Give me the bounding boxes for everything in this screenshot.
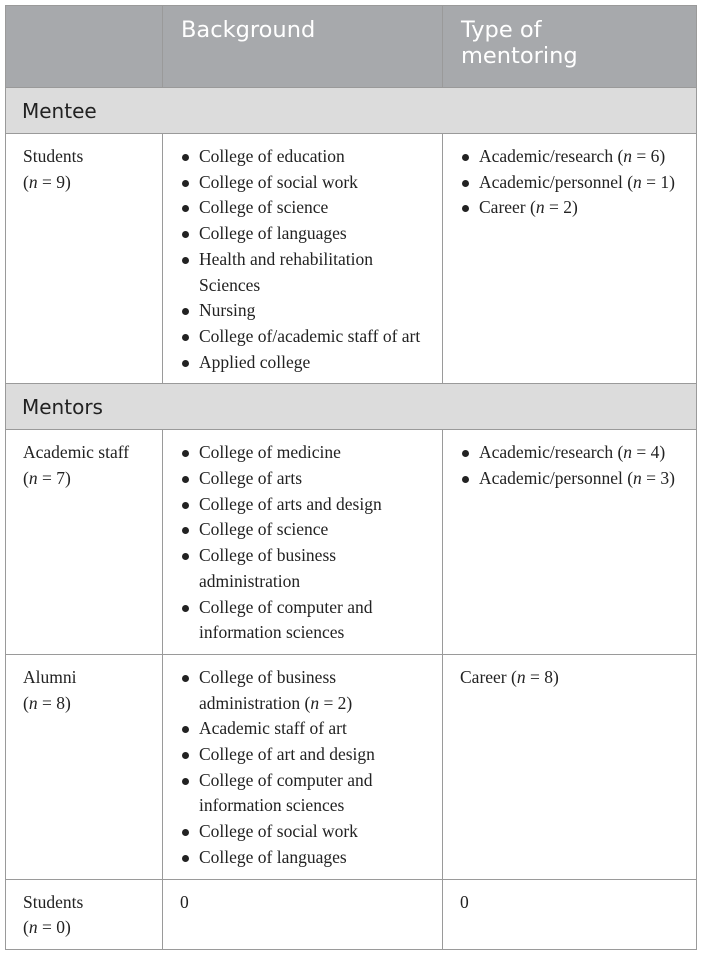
list-item bbox=[180, 170, 430, 196]
header-background: Background bbox=[163, 6, 443, 88]
cell-text: Career (n = 8) bbox=[460, 666, 559, 687]
background-cell bbox=[163, 134, 443, 384]
list-item bbox=[180, 466, 430, 492]
group-count: (n = 7) bbox=[23, 468, 71, 489]
list-item bbox=[180, 845, 430, 871]
list-item-text: Academic/research (n = 4) bbox=[479, 442, 666, 463]
bullet-icon bbox=[182, 855, 189, 862]
list-item-text: College of science bbox=[199, 519, 329, 540]
bullet-icon bbox=[182, 752, 189, 759]
list-item-text: College of medicine bbox=[199, 442, 341, 463]
bullet-list bbox=[460, 144, 684, 221]
table-row bbox=[6, 654, 697, 879]
bullet-icon bbox=[182, 605, 189, 612]
group-label: Students bbox=[23, 891, 84, 912]
bullet-icon bbox=[462, 476, 469, 483]
list-item-text: College of computer and information sciences bbox=[199, 596, 373, 643]
section-title: Mentee bbox=[6, 88, 697, 134]
list-item bbox=[180, 350, 430, 376]
list-item-text: College of arts and design bbox=[199, 493, 382, 514]
list-item bbox=[180, 665, 430, 716]
list-item-text: College of languages bbox=[199, 223, 347, 244]
group-count: (n = 9) bbox=[23, 171, 71, 192]
list-item bbox=[460, 195, 684, 221]
bullet-icon bbox=[182, 778, 189, 785]
list-item-text: Nursing bbox=[199, 300, 256, 321]
list-item-text: College of/academic staff of art bbox=[199, 325, 421, 346]
list-item-text: College of education bbox=[199, 146, 345, 166]
list-item bbox=[460, 440, 684, 466]
header-cell-empty bbox=[6, 6, 163, 88]
bullet-icon bbox=[182, 450, 189, 457]
list-item-text: Academic staff of art bbox=[199, 718, 347, 739]
bullet-icon bbox=[462, 205, 469, 212]
list-item bbox=[180, 819, 430, 845]
bullet-icon bbox=[182, 180, 189, 187]
group-cell bbox=[6, 134, 163, 384]
list-item-text: Career (n = 2) bbox=[479, 197, 578, 218]
list-item-text: Academic/research (n = 6) bbox=[479, 146, 666, 166]
bullet-list bbox=[180, 144, 430, 375]
list-item bbox=[180, 492, 430, 518]
list-item bbox=[180, 324, 430, 350]
list-item-text: College of art and design bbox=[199, 744, 375, 765]
mentoring-cell bbox=[443, 654, 697, 879]
cell-text: 0 bbox=[460, 891, 469, 912]
bullet-icon bbox=[182, 154, 189, 161]
mentoring-cell bbox=[443, 879, 697, 949]
list-item-text: Academic/personnel (n = 3) bbox=[479, 468, 675, 489]
background-cell bbox=[163, 430, 443, 655]
cell-text: 0 bbox=[180, 891, 189, 912]
background-cell bbox=[163, 879, 443, 949]
list-item-text: College of science bbox=[199, 197, 329, 218]
list-item bbox=[180, 543, 430, 594]
section-row bbox=[6, 88, 697, 134]
table-row bbox=[6, 879, 697, 949]
list-item bbox=[460, 466, 684, 492]
bullet-icon bbox=[182, 675, 189, 682]
list-item bbox=[180, 144, 430, 170]
bullet-icon bbox=[182, 527, 189, 534]
list-item bbox=[460, 170, 684, 196]
section-title: Mentors bbox=[6, 384, 697, 430]
bullet-icon bbox=[462, 154, 469, 161]
group-label: Students bbox=[23, 146, 84, 166]
group-count: (n = 0) bbox=[23, 917, 71, 938]
bullet-list bbox=[460, 440, 684, 491]
section-row bbox=[6, 384, 697, 430]
list-item-text: Health and rehabilitation Sciences bbox=[199, 248, 373, 295]
bullet-icon bbox=[182, 257, 189, 264]
list-item bbox=[180, 742, 430, 768]
group-count: (n = 8) bbox=[23, 692, 71, 713]
group-cell bbox=[6, 654, 163, 879]
group-label: Academic staff bbox=[23, 442, 130, 463]
bullet-list bbox=[180, 440, 430, 646]
list-item-text: College of social work bbox=[199, 171, 358, 192]
list-item bbox=[180, 195, 430, 221]
table-row bbox=[6, 430, 697, 655]
mentoring-table bbox=[5, 5, 697, 950]
bullet-icon bbox=[182, 829, 189, 836]
list-item bbox=[460, 144, 684, 170]
bullet-icon bbox=[462, 180, 469, 187]
list-item-text: College of computer and information sciences bbox=[199, 769, 373, 816]
list-item bbox=[180, 517, 430, 543]
list-item-text: College of languages bbox=[199, 846, 347, 867]
mentoring-cell bbox=[443, 430, 697, 655]
list-item bbox=[180, 768, 430, 819]
mentoring-cell bbox=[443, 134, 697, 384]
list-item bbox=[180, 716, 430, 742]
list-item-text: College of social work bbox=[199, 821, 358, 842]
list-item-text: College of business administration (n = 2) bbox=[199, 666, 353, 713]
list-item bbox=[180, 298, 430, 324]
header-type-of-mentoring: Type of mentoring bbox=[443, 6, 697, 88]
bullet-icon bbox=[182, 231, 189, 238]
bullet-icon bbox=[182, 360, 189, 367]
list-item bbox=[180, 247, 430, 298]
list-item-text: College of arts bbox=[199, 468, 303, 489]
list-item-text: Applied college bbox=[199, 351, 311, 372]
bullet-icon bbox=[182, 553, 189, 560]
list-item-text: College of business administration bbox=[199, 545, 337, 591]
group-cell bbox=[6, 430, 163, 655]
table-row bbox=[6, 134, 697, 384]
bullet-icon bbox=[182, 476, 189, 483]
bullet-list bbox=[180, 665, 430, 871]
bullet-icon bbox=[182, 308, 189, 315]
group-cell bbox=[6, 879, 163, 949]
list-item bbox=[180, 440, 430, 466]
bullet-icon bbox=[182, 726, 189, 733]
bullet-icon bbox=[182, 334, 189, 341]
group-label: Alumni bbox=[23, 666, 77, 687]
list-item bbox=[180, 595, 430, 646]
list-item-text: Academic/personnel (n = 1) bbox=[479, 171, 675, 192]
list-item bbox=[180, 221, 430, 247]
bullet-icon bbox=[462, 450, 469, 457]
bullet-icon bbox=[182, 502, 189, 509]
bullet-icon bbox=[182, 205, 189, 212]
background-cell bbox=[163, 654, 443, 879]
header-row bbox=[6, 6, 697, 88]
